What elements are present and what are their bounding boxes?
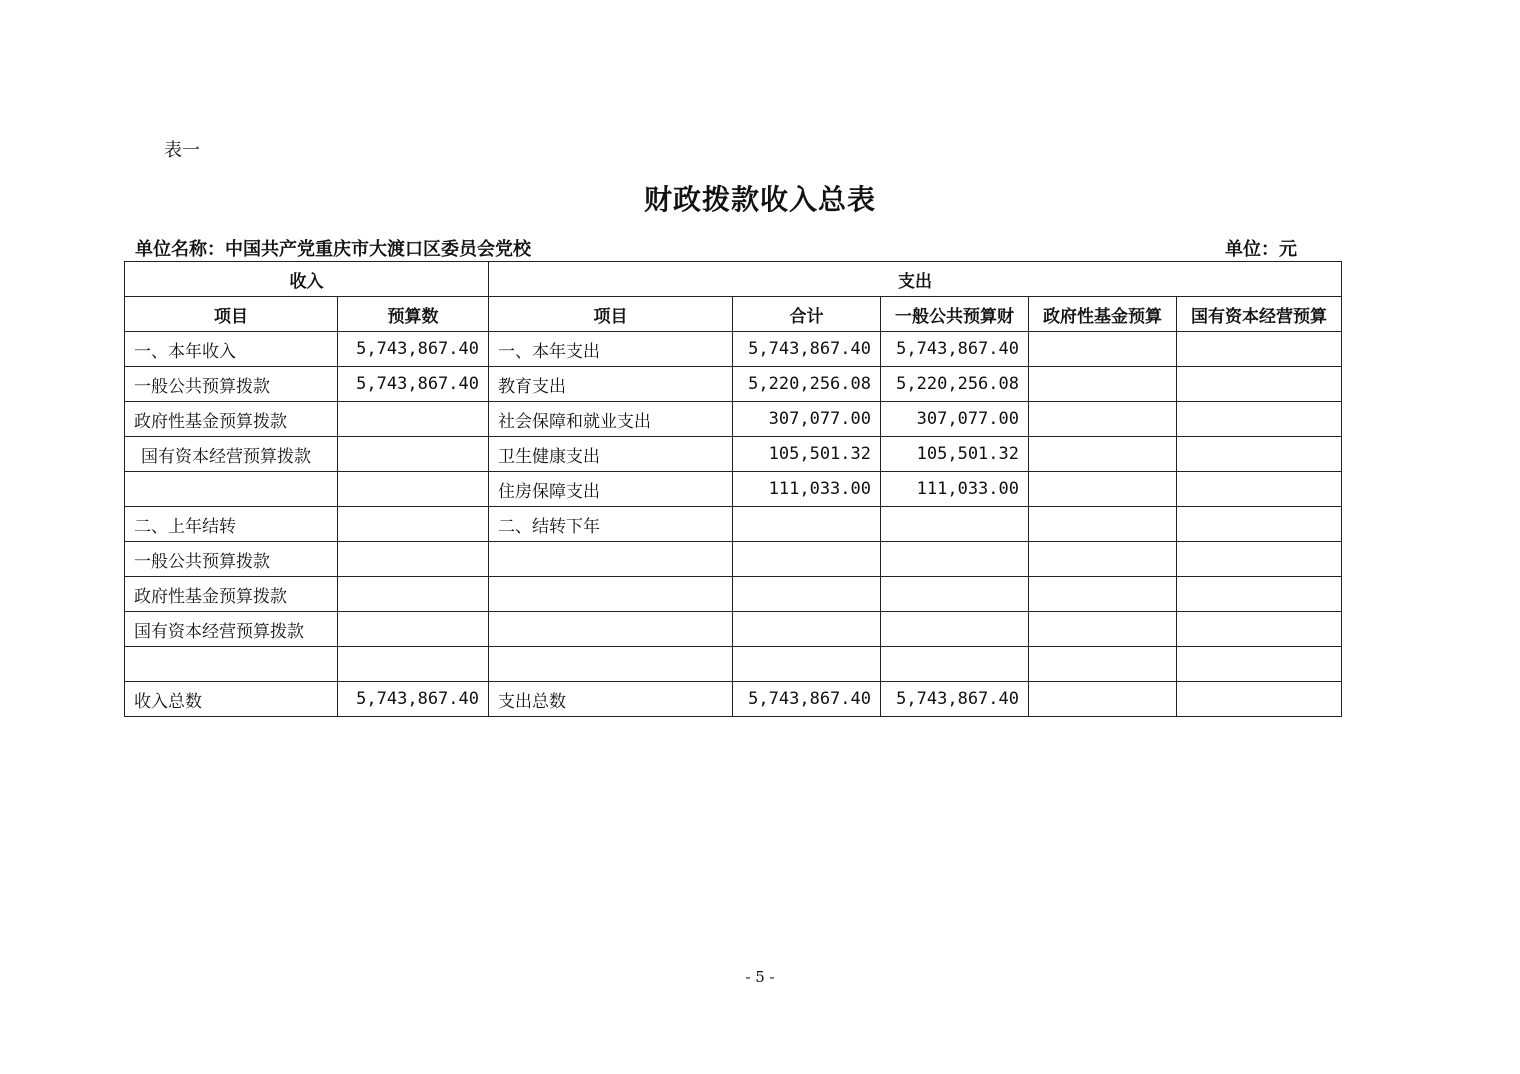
- table-cell: [338, 647, 489, 682]
- table-cell: [1177, 507, 1342, 542]
- table-cell: [338, 402, 489, 437]
- table-cell: [338, 577, 489, 612]
- table-cell: 国有资本经营预算拨款: [125, 437, 338, 472]
- table-row: [125, 507, 1342, 542]
- table-cell: [489, 612, 733, 647]
- table-cell: 国有资本经营预算拨款: [125, 612, 338, 647]
- column-header: 项目: [125, 297, 338, 332]
- table-row: [125, 332, 1342, 367]
- table-row: [125, 437, 1342, 472]
- table-cell: 支出总数: [489, 682, 733, 717]
- table-cell: [733, 612, 881, 647]
- table-body: [125, 332, 1342, 717]
- page-number: - 5 -: [745, 968, 775, 986]
- column-header: 项目: [489, 297, 733, 332]
- table-cell: [1029, 647, 1177, 682]
- table-cell: 政府性基金预算拨款: [125, 577, 338, 612]
- table-cell: [125, 647, 338, 682]
- table-row: [125, 647, 1342, 682]
- table-cell: [881, 577, 1029, 612]
- table-cell: [881, 542, 1029, 577]
- table-cell: 二、上年结转: [125, 507, 338, 542]
- table-cell: [881, 647, 1029, 682]
- table-cell: 307,077.00: [733, 402, 881, 437]
- table-cell: 二、结转下年: [489, 507, 733, 542]
- table-cell: [338, 507, 489, 542]
- table-cell: [1029, 612, 1177, 647]
- table-cell: 5,743,867.40: [733, 682, 881, 717]
- table-cell: 收入总数: [125, 682, 338, 717]
- column-header-row: [125, 297, 1342, 332]
- table-cell: [1177, 682, 1342, 717]
- table-cell: [1029, 682, 1177, 717]
- table-cell: [733, 577, 881, 612]
- table-cell: [1177, 612, 1342, 647]
- budget-table: [124, 261, 1342, 717]
- table-cell: [1029, 367, 1177, 402]
- table-cell: 5,220,256.08: [881, 367, 1029, 402]
- table-row: [125, 682, 1342, 717]
- table-cell: 5,743,867.40: [881, 332, 1029, 367]
- income-group-header: 收入: [125, 262, 489, 297]
- column-header: 政府性基金预算: [1029, 297, 1177, 332]
- table-cell: [1029, 472, 1177, 507]
- table-cell: [1177, 542, 1342, 577]
- table-cell: 社会保障和就业支出: [489, 402, 733, 437]
- table-cell: [1177, 332, 1342, 367]
- table-cell: [338, 542, 489, 577]
- table-cell: 政府性基金预算拨款: [125, 402, 338, 437]
- table-cell: 卫生健康支出: [489, 437, 733, 472]
- unit-name: 单位名称：中国共产党重庆市大渡口区委员会党校: [135, 239, 531, 260]
- column-header: 合计: [733, 297, 881, 332]
- table-row: [125, 367, 1342, 402]
- table-cell: [1029, 332, 1177, 367]
- table-cell: 一般公共预算拨款: [125, 367, 338, 402]
- table-cell: 307,077.00: [881, 402, 1029, 437]
- column-header: 国有资本经营预算: [1177, 297, 1342, 332]
- table-cell: 住房保障支出: [489, 472, 733, 507]
- table-cell: [489, 577, 733, 612]
- expense-group-header: 支出: [489, 262, 1342, 297]
- table-cell: 一般公共预算拨款: [125, 542, 338, 577]
- table-cell: 5,743,867.40: [881, 682, 1029, 717]
- table-cell: [489, 647, 733, 682]
- group-header-row: [125, 262, 1342, 297]
- table-cell: 5,743,867.40: [338, 367, 489, 402]
- table-cell: [1177, 437, 1342, 472]
- column-header: 预算数: [338, 297, 489, 332]
- table-row: [125, 402, 1342, 437]
- table-cell: [733, 542, 881, 577]
- table-cell: 111,033.00: [733, 472, 881, 507]
- table-cell: [338, 472, 489, 507]
- table-cell: 5,743,867.40: [733, 332, 881, 367]
- table-cell: 5,743,867.40: [338, 682, 489, 717]
- table-cell: [733, 647, 881, 682]
- table-cell: [881, 612, 1029, 647]
- table-cell: [881, 507, 1029, 542]
- table-cell: 一、本年支出: [489, 332, 733, 367]
- table-cell: 105,501.32: [733, 437, 881, 472]
- table-cell: [1029, 542, 1177, 577]
- table-row: [125, 542, 1342, 577]
- page-title: 财政拨款收入总表: [643, 183, 876, 216]
- table-cell: [1029, 577, 1177, 612]
- table-cell: [338, 437, 489, 472]
- table-cell: [1177, 647, 1342, 682]
- table-cell: [733, 507, 881, 542]
- table-cell: 111,033.00: [881, 472, 1029, 507]
- table-cell: [489, 542, 733, 577]
- table-cell: [1177, 472, 1342, 507]
- table-cell: [1029, 437, 1177, 472]
- table-cell: 5,743,867.40: [338, 332, 489, 367]
- table-label: 表一: [164, 140, 200, 161]
- table-cell: 5,220,256.08: [733, 367, 881, 402]
- table-row: [125, 612, 1342, 647]
- table-cell: [1029, 507, 1177, 542]
- table-row: [125, 577, 1342, 612]
- table-row: [125, 472, 1342, 507]
- table-cell: [1177, 402, 1342, 437]
- table-cell: [125, 472, 338, 507]
- column-header: 一般公共预算财: [881, 297, 1029, 332]
- unit-label: 单位：元: [1225, 239, 1297, 260]
- table-cell: 教育支出: [489, 367, 733, 402]
- table-cell: 105,501.32: [881, 437, 1029, 472]
- table-cell: [1177, 577, 1342, 612]
- table-cell: 一、本年收入: [125, 332, 338, 367]
- table-cell: [1029, 402, 1177, 437]
- table-cell: [1177, 367, 1342, 402]
- table-cell: [338, 612, 489, 647]
